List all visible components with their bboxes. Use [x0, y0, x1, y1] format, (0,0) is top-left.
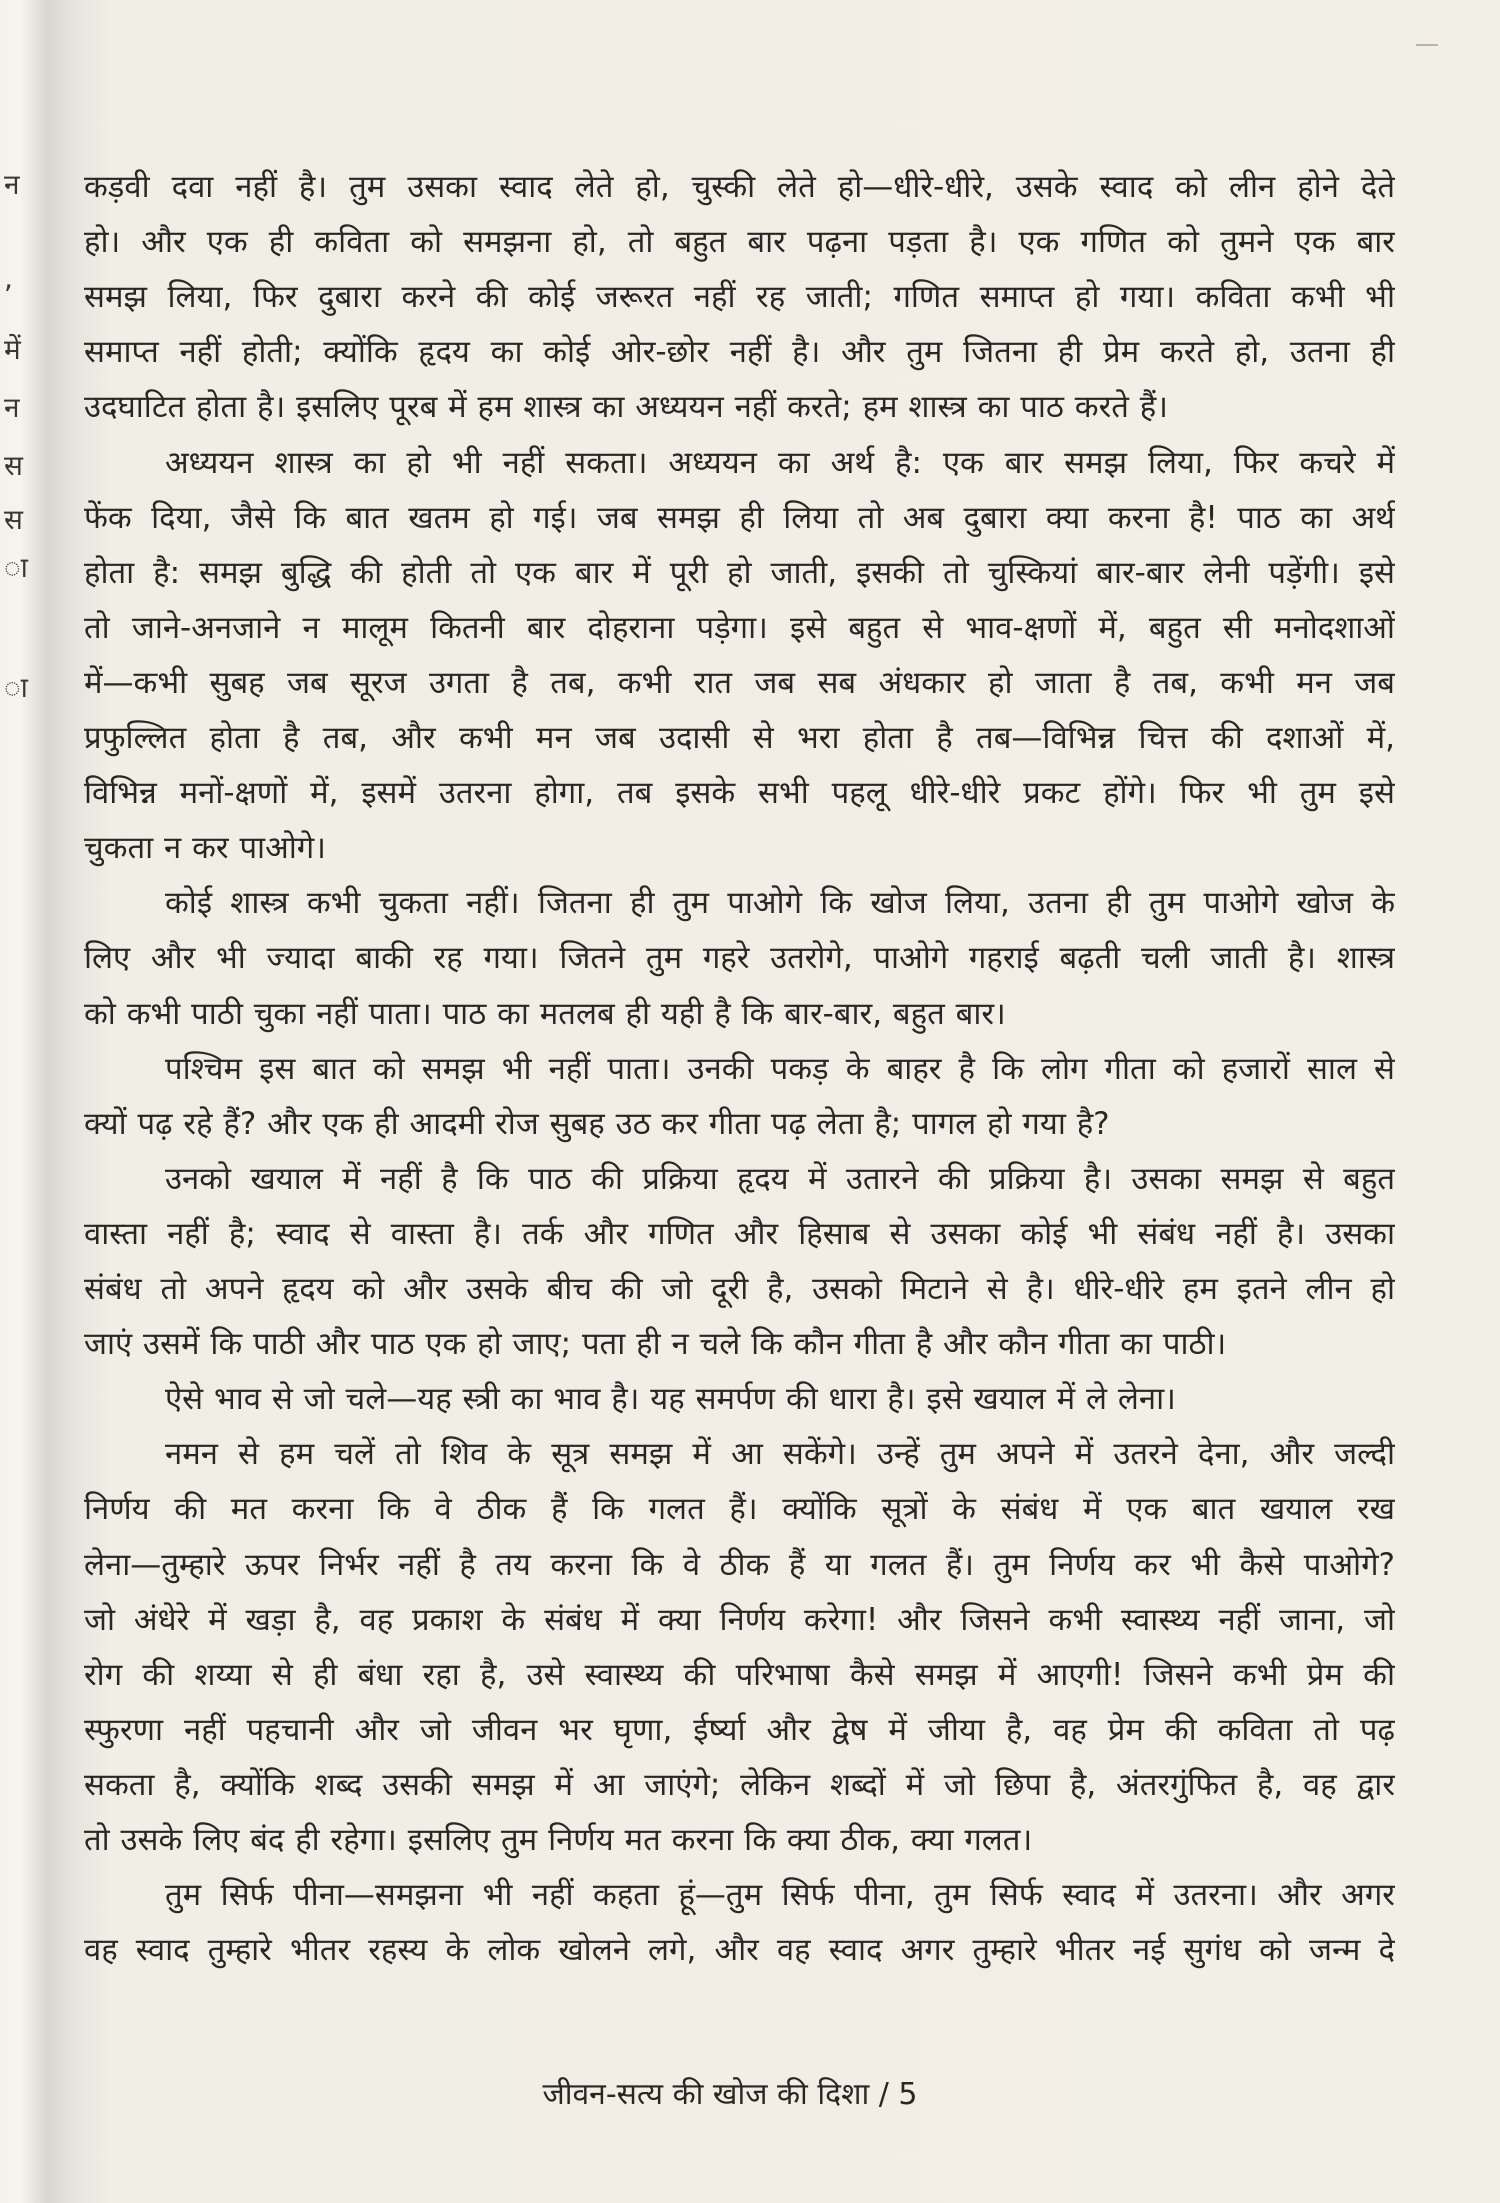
margin-fragment: ा	[4, 551, 28, 584]
margin-fragment: ,	[4, 262, 13, 295]
text-line: निर्णय की मत करना कि वे ठीक हैं कि गलत हैं। क्योंकि सूत्रों के संबंध में एक बात खयाल रख	[84, 1491, 1395, 1528]
text-line: लिए और भी ज्यादा बाकी रह गया। जितने तुम गहरे उतरोगे, पाओगे गहराई बढ़ती चली जाती है। शास्त्र	[84, 940, 1395, 977]
text-line: तो जाने-अनजाने न मालूम कितनी बार दोहराना पड़ेगा। इसे बहुत से भाव-क्षणों में, बहुत सी मनोदशाओं	[84, 609, 1395, 646]
margin-fragment: स	[4, 503, 23, 536]
text-line: तो उसके लिए बंद ही रहेगा। इसलिए तुम निर्णय मत करना कि क्या ठीक, क्या गलत।	[84, 1822, 1033, 1858]
text-line: कड़वी दवा नहीं है। तुम उसका स्वाद लेते हो, चुस्की लेते हो—धीरे-धीरे, उसके स्वाद को लीन होने देते	[84, 169, 1395, 205]
margin-fragment: में	[4, 333, 21, 366]
text-line: हो। और एक ही कविता को समझना हो, तो बहुत बार पढ़ना पड़ता है। एक गणित को तुमने एक बार	[84, 224, 1395, 261]
text-line: समझ लिया, फिर दुबारा करने की कोई जरूरत नहीं रह जाती; गणित समाप्त हो गया। कविता कभी भी	[84, 279, 1395, 316]
text-line: तुम सिर्फ पीना—समझना भी नहीं कहता हूं—तुम सिर्फ पीना, तुम सिर्फ स्वाद में उतरना। और अगर	[165, 1877, 1395, 1914]
text-line: संबंध तो अपने हृदय को और उसके बीच की जो दूरी है, उसको मिटाने से है। धीरे-धीरे हम इतने लीन हो	[84, 1271, 1395, 1307]
text-line: जाएं उसमें कि पाठी और पाठ एक हो जाए; पता ही न चले कि कौन गीता है और कौन गीता का पाठी।	[84, 1326, 1227, 1363]
text-line: अध्ययन शास्त्र का हो भी नहीं सकता। अध्ययन का अर्थ है: एक बार समझ लिया, फिर कचरे में	[165, 444, 1395, 481]
text-line: विभिन्न मनों-क्षणों में, इसमें उतरना होगा, तब इसके सभी पहलू धीरे-धीरे प्रकट होंगे। फिर भी तुम इसे	[84, 775, 1395, 812]
text-line: स्फुरणा नहीं पहचानी और जो जीवन भर घृणा, ईर्ष्या और द्वेष में जीया है, वह प्रेम की कविता तो पढ़	[84, 1711, 1395, 1748]
text-line: नमन से हम चलें तो शिव के सूत्र समझ में आ सकेंगे। उन्हें तुम अपने में उतरने देना, और जल्दी	[165, 1436, 1395, 1473]
text-line: फेंक दिया, जैसे कि बात खतम हो गई। जब समझ ही लिया तो अब दुबारा क्या करना है! पाठ का अर्थ	[84, 499, 1395, 536]
text-line: उनको खयाल में नहीं है कि पाठ की प्रक्रिया हृदय में उतारने की प्रक्रिया है। उसका समझ से बहुत	[165, 1160, 1395, 1197]
text-line: प्रफुल्लित होता है तब, और कभी मन जब उदासी से भरा होता है तब—विभिन्न चित्त की दशाओं में,	[84, 720, 1395, 756]
text-line: रोग की शय्या से ही बंधा रहा है, उसे स्वास्थ्य की परिभाषा कैसे समझ में आएगी! जिसने कभी प्रेम की	[84, 1656, 1395, 1693]
page-edge-mark	[1416, 44, 1438, 46]
text-line: समाप्त नहीं होती; क्योंकि हृदय का कोई ओर-छोर नहीं है। और तुम जितना ही प्रेम करते हो, उतना ही	[84, 334, 1395, 371]
text-line: जो अंधेरे में खड़ा है, वह प्रकाश के संबंध में क्या निर्णय करेगा! और जिसने कभी स्वास्थ्य नहीं जाना, जो	[84, 1601, 1395, 1638]
text-line: वह स्वाद तुम्हारे भीतर रहस्य के लोक खोलने लगे, और वह स्वाद अगर तुम्हारे भीतर नई सुगंध को जन्म दे	[84, 1932, 1395, 1969]
margin-fragment: स	[4, 449, 23, 482]
text-line: कोई शास्त्र कभी चुकता नहीं। जितना ही तुम पाओगे कि खोज लिया, उतना ही तुम पाओगे खोज के	[165, 885, 1395, 922]
margin-fragment: न	[4, 391, 20, 424]
page-footer: जीवन-सत्य की खोज की दिशा / 5	[542, 2077, 918, 2112]
margin-fragment: न	[4, 168, 20, 201]
text-line: में—कभी सुबह जब सूरज उगता है तब, कभी रात जब सब अंधकार हो जाता है तब, कभी मन जब	[84, 664, 1395, 701]
margin-fragment: ा	[4, 671, 28, 704]
text-line: वास्ता नहीं है; स्वाद से वास्ता है। तर्क और गणित और हिसाब से उसका कोई भी संबंध नहीं है। उसका	[84, 1215, 1395, 1252]
text-line: होता है: समझ बुद्धि की होती तो एक बार में पूरी हो जाती, इसकी तो चुस्कियां बार-बार लेनी पड़ेंगी। इसे	[84, 554, 1395, 591]
text-line: ऐसे भाव से जो चले—यह स्त्री का भाव है। यह समर्पण की धारा है। इसे खयाल में ले लेना।	[165, 1381, 1176, 1418]
text-line: को कभी पाठी चुका नहीं पाता। पाठ का मतलब ही यही है कि बार-बार, बहुत बार।	[84, 995, 1006, 1032]
text-line: सकता है, क्योंकि शब्द उसकी समझ में आ जाएंगे; लेकिन शब्दों में जो छिपा है, अंतरगुंफित है, वह द्वार	[84, 1766, 1395, 1803]
text-line: क्यों पढ़ रहे हैं? और एक ही आदमी रोज सुबह उठ कर गीता पढ़ लेता है; पागल हो गया है?	[84, 1105, 1110, 1142]
text-line: पश्चिम इस बात को समझ भी नहीं पाता। उनकी पकड़ के बाहर है कि लोग गीता को हजारों साल से	[165, 1050, 1395, 1087]
text-line: उदघाटित होता है। इसलिए पूरब में हम शास्त्र का अध्ययन नहीं करते; हम शास्त्र का पाठ करते हैं।	[84, 389, 1168, 426]
text-line: लेना—तुम्हारे ऊपर निर्भर नहीं है तय करना कि वे ठीक हैं या गलत हैं। तुम निर्णय कर भी कैसे पाओगे?	[84, 1546, 1395, 1583]
text-line: चुकता न कर पाओगे।	[84, 830, 326, 867]
